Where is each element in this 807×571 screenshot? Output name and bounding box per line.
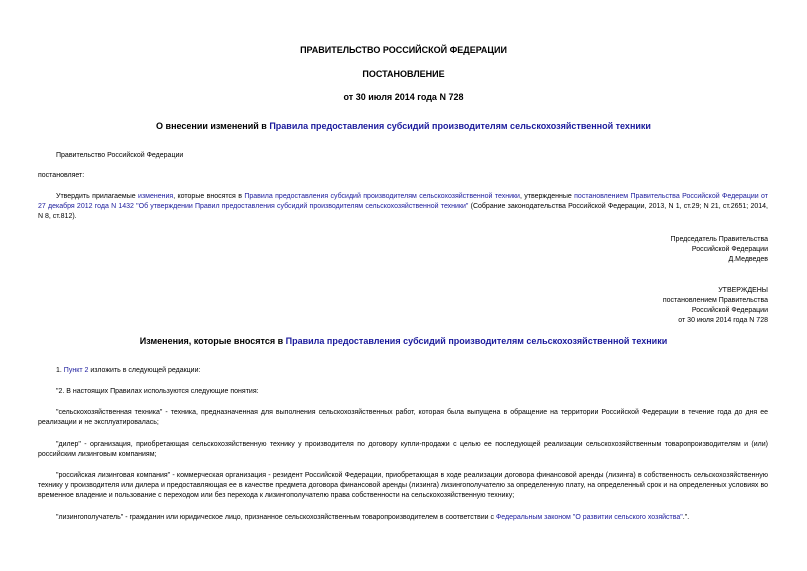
rules-link[interactable]: Правила предоставления субсидий производителям сельскохозяйственной техники	[269, 121, 651, 131]
agri-development-law-link[interactable]: "О развитии сельского хозяйства"	[572, 514, 683, 521]
item-1-number: 1.	[56, 367, 64, 374]
changes-rules-link[interactable]: Правила предоставления субсидий производителям сельскохозяйственной техники	[285, 336, 668, 346]
document-type-heading: ПОСТАНОВЛЕНИЕ	[362, 69, 445, 79]
document-date-number: от 30 июля 2014 года N 728	[343, 92, 464, 102]
changes-title-prefix: Изменения, которые вносятся в	[139, 336, 286, 346]
approved-block	[663, 286, 768, 326]
government-heading: ПРАВИТЕЛЬСТВО РОССИЙСКОЙ ФЕДЕРАЦИИ	[300, 45, 507, 55]
lessee-text-3: .".	[682, 514, 690, 521]
federal-law-link[interactable]: Федеральным законом	[495, 514, 571, 521]
document-title	[0, 121, 807, 132]
definition-lessee	[56, 513, 689, 523]
point-2-link[interactable]: Пункт 2	[63, 367, 89, 374]
item-1	[56, 366, 200, 376]
approved-label: УТВЕРЖДЕНЫ	[718, 287, 768, 294]
item-2: "2. В настоящих Правилах используются следующие понятия:	[56, 388, 259, 395]
document-title-prefix: О внесении изменений в	[156, 121, 270, 131]
approved-by: постановлением Правительства	[662, 297, 768, 304]
definition-agri-machinery: "сельскохозяйственная техника" - техника, предназначенная для выполнения сельскохозяйственных работ, которая была выпущена в обращение на территории Российской Федерации в течение года до дня ее реализации и не эксплуатировалась;	[38, 409, 768, 426]
issuer-text: Правительство Российской Федерации	[56, 152, 184, 159]
resolution-1432-link[interactable]: постановлением Правительства Российской Федерации от 27 декабря 2012 года N 1432 "Об утверждении Правил предоставления субсидий производителям сельскохозяйственной техники"	[38, 193, 768, 210]
signature-name: Д.Медведев	[728, 256, 768, 263]
approve-text-1: Утвердить прилагаемые	[56, 193, 139, 200]
approve-text-4: (Собрание законодательства Российской Федерации, 2013, N 1, ст.29; N 21, ст.2651; 2014, N 8, ст.812).	[38, 203, 768, 220]
decrees-text: постановляет:	[38, 172, 85, 179]
item-1-text: изложить в следующей редакции:	[88, 367, 201, 374]
approved-date: от 30 июля 2014 года N 728	[678, 317, 768, 324]
approve-text-2: , которые вносятся в	[173, 193, 245, 200]
approve-paragraph	[38, 192, 768, 222]
definition-dealer: "дилер" - организация, приобретающая сельскохозяйственную технику у производителя по договору купли-продажи с целью ее последующей реализации сельскохозяйственным товаропроизводителям и (или) российским лизинговым компаниям;	[38, 441, 768, 458]
definition-leasing-company: "российская лизинговая компания" - коммерческая организация - резидент Российской Федерации, приобретающая в ходе реализации договора финансовой аренды (лизинга) в собственность сельскохозяйственную технику у производителя или дилера и предоставляющая ее в качестве предмета договора финансовой аренды (лизинга) лизингополучателю за определенную плату, на определенный срок и на определенных условиях во временное владение и пользование с переходом или без перехода к лизингополучателю права собственности на сельскохозяйственную технику;	[38, 472, 768, 499]
signature-position: Председатель Правительства	[670, 236, 768, 243]
approved-country: Российской Федерации	[691, 307, 768, 314]
signature-country: Российской Федерации	[691, 246, 768, 253]
changes-link[interactable]: изменения	[138, 193, 174, 200]
lessee-text-1: "лизингополучатель" - гражданин или юридическое лицо, признанное сельскохозяйственным товаропроизводителем в соответствии с	[56, 514, 496, 521]
changes-title	[0, 336, 807, 347]
signature-block	[671, 235, 768, 265]
rules-link-inline[interactable]: Правила предоставления субсидий производителям сельскохозяйственной техники	[244, 193, 520, 200]
approve-text-3: , утвержденные	[519, 193, 575, 200]
